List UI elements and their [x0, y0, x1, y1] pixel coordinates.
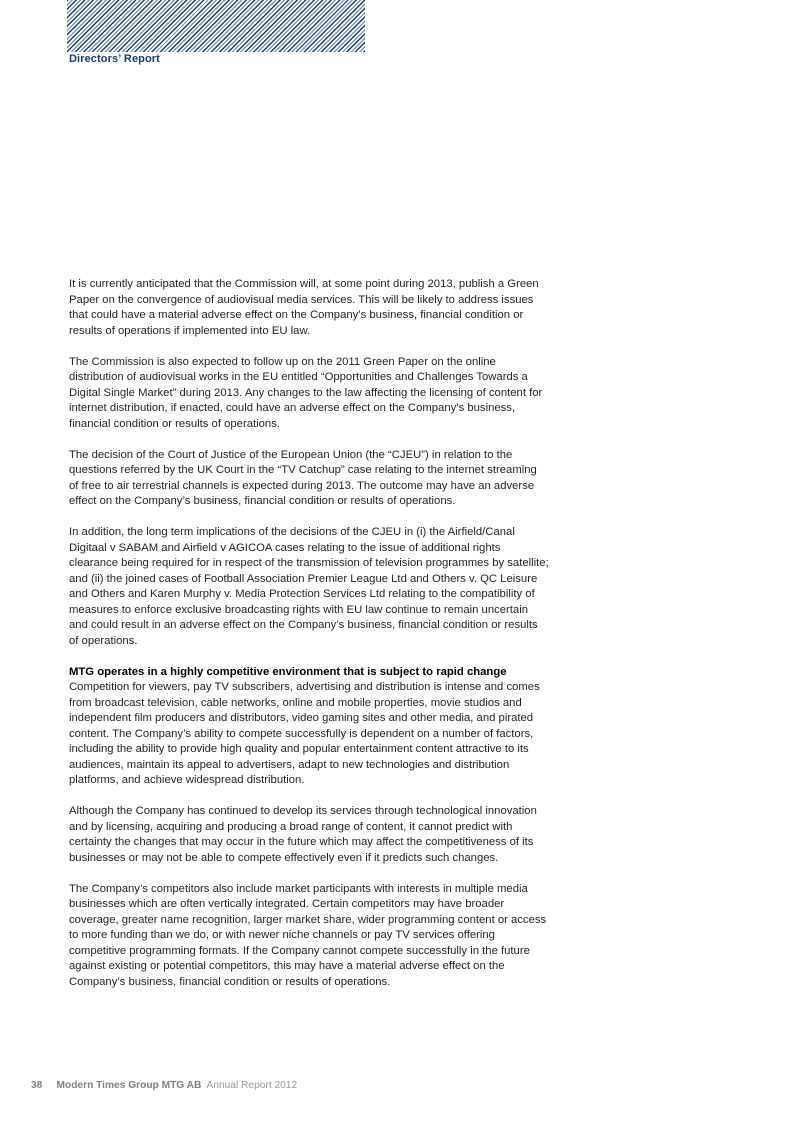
paragraph: [69, 882, 549, 991]
paragraph-text: In addition, the long term implications of the decisions of the CJEU in (i) the Airfield/Canal Digitaal v SABAM and Airfield v AGICOA cases relating to the issue of additional rights clearance being required for in respect of the transmission of television programmes by satellite; and (ii) the joined cases of Football Association Premier League Ltd and Others v. QC Leisure and Others and Karen Murphy v. Media Protection Services Ltd relating to the compatibility of measures to enforce exclusive broadcasting rights with EU law continue to remain uncertain and could result in an adverse effect on the Company’s business, financial condition or results of operations.: [69, 526, 549, 647]
paragraph-text: The decision of the Court of Justice of the European Union (the “CJEU”) in relation to the questions referred by the UK Court in the “TV Catchup” case relating to the internet streaming of free to air terrestrial channels is expected during 2013. The outcome may have an adverse effect on the Company’s business, financial condition or results of operations.: [69, 448, 537, 507]
footer-page-number: 38: [31, 1080, 43, 1091]
paragraph: [69, 804, 549, 866]
paragraph-text: Although the Company has continued to develop its services through technological innovation and by licensing, acquiring and producing a broad range of content, it cannot predict with certainty the changes that may occur in the future which may affect the competitiveness of its businesses or may not be able to compete effectively even if it predicts such changes.: [69, 805, 537, 864]
paragraph: [69, 525, 549, 649]
paragraph-text: It is currently anticipated that the Commission will, at some point during 2013, publish a Green Paper on the convergence of audiovisual media services. This will be likely to address issues that could have a material adverse effect on the Company’s business, financial condition or results of operations if implemented into EU law.: [69, 278, 539, 337]
paragraph-text: The Company’s competitors also include market participants with interests in multiple media businesses which are often vertically integrated. Certain competitors may have broader coverage, greater name recognition, larger market share, wider programming content or access to more funding than we do, or with newer niche channels or pay TV services offering competitive programming formats. If the Company cannot compete successfully in the future against existing or potential competitors, this may have a material adverse effect on the Company’s business, financial condition or results of operations.: [69, 882, 547, 988]
paragraph-text: The Commission is also expected to follow up on the 2011 Green Paper on the online distribution of audiovisual works in the EU entitled “Opportunities and Challenges Towards a Digital Single Market” during 2013. Any changes to the law affecting the licensing of content for internet distribution, if enacted, could have an adverse effect on the Company’s business, financial condition or results of operations.: [69, 355, 543, 430]
paragraph: [69, 277, 549, 339]
footer-report-name: Annual Report 2012: [206, 1080, 298, 1091]
header-hatch-pattern: [67, 0, 365, 52]
page-footer: [31, 1079, 297, 1093]
body-content: [69, 277, 549, 990]
footer-company-name: Modern Times Group MTG AB: [56, 1080, 202, 1091]
paragraph: [69, 355, 549, 433]
paragraph-heading: MTG operates in a highly competitive environment that is subject to rapid change: [69, 665, 507, 678]
page-title: Directors’ Report: [69, 53, 160, 65]
paragraph-text: Competition for viewers, pay TV subscribers, advertising and distribution is intense and comes from broadcast television, cable networks, online and mobile properties, movie studios and independent film producers and distributors, video gaming sites and other media, and pirated content. The Company’s ability to compete successfully is dependent on a number of factors, including the ability to provide high quality and popular entertainment content attractive to its audiences, maintain its appeal to advertisers, adapt to new technologies and distribution platforms, and achieve widespread distribution.: [69, 681, 540, 786]
paragraph: [69, 448, 549, 510]
paragraph-with-heading: [69, 665, 549, 789]
